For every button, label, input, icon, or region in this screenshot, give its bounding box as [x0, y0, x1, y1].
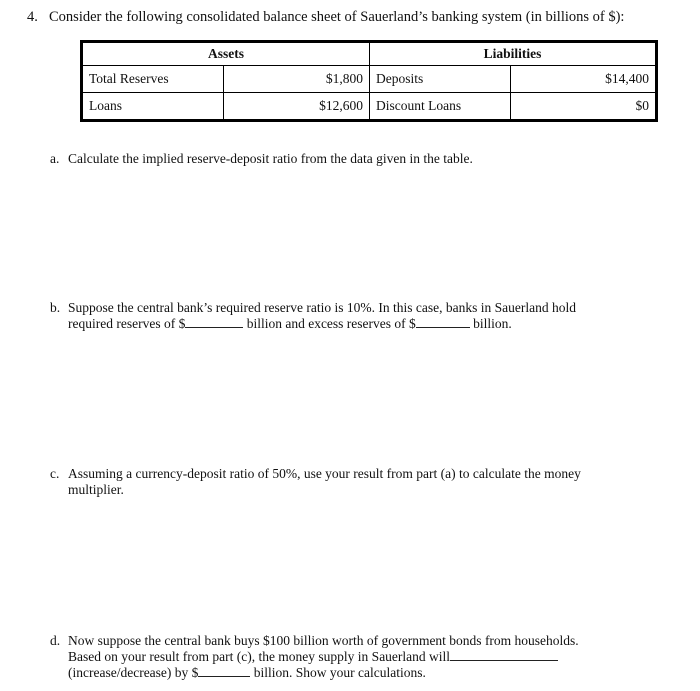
- table-header-row: [82, 42, 657, 66]
- asset-value: $1,800: [223, 66, 369, 93]
- part-c: [50, 466, 628, 498]
- question-prompt: Consider the following consolidated balance sheet of Sauerland’s banking system (in billions of $):: [49, 9, 625, 25]
- question-header: [27, 9, 624, 26]
- part-d-line1: Now suppose the central bank buys $100 billion worth of government bonds from households.: [68, 633, 579, 648]
- part-d-line3-pre: (increase/decrease) by $: [68, 665, 199, 680]
- part-b-letter: b.: [50, 300, 61, 315]
- part-b-line2-pre: required reserves of $: [68, 316, 186, 331]
- asset-label: Loans: [82, 93, 224, 121]
- table-row: [82, 66, 657, 93]
- part-a: [50, 151, 628, 167]
- part-c-line1: Assuming a currency-deposit ratio of 50%, use your result from part (a) to calculate the money: [68, 466, 581, 481]
- part-d-letter: d.: [50, 633, 61, 648]
- part-b-line2-mid: billion and excess reserves of $: [246, 316, 416, 331]
- liabilities-header: Liabilities: [370, 42, 657, 66]
- part-b: [50, 300, 628, 332]
- liability-value: $14,400: [510, 66, 656, 93]
- liability-value: $0: [510, 93, 656, 121]
- part-b-line2-post: billion.: [473, 316, 512, 331]
- asset-label: Total Reserves: [82, 66, 224, 93]
- increase-decrease-blank[interactable]: [450, 649, 558, 661]
- part-a-text: Calculate the implied reserve-deposit ratio from the data given in the table.: [68, 151, 473, 166]
- liability-label: Discount Loans: [370, 93, 511, 121]
- part-c-line2: multiplier.: [68, 482, 124, 497]
- asset-value: $12,600: [223, 93, 369, 121]
- part-c-letter: c.: [50, 466, 60, 481]
- balance-sheet-table: [80, 40, 658, 122]
- excess-reserves-blank[interactable]: [416, 316, 470, 328]
- part-b-line1: Suppose the central bank’s required reserve ratio is 10%. In this case, banks in Sauerland hold: [68, 300, 576, 315]
- required-reserves-blank[interactable]: [185, 316, 243, 328]
- part-a-letter: a.: [50, 151, 60, 166]
- table-row: [82, 93, 657, 121]
- part-d: [50, 633, 628, 681]
- question-number: 4.: [27, 9, 38, 25]
- money-supply-change-blank[interactable]: [198, 665, 250, 677]
- liability-label: Deposits: [370, 66, 511, 93]
- part-d-line2: Based on your result from part (c), the money supply in Sauerland will: [68, 649, 451, 664]
- assets-header: Assets: [82, 42, 370, 66]
- part-d-line3-post: billion. Show your calculations.: [253, 665, 426, 680]
